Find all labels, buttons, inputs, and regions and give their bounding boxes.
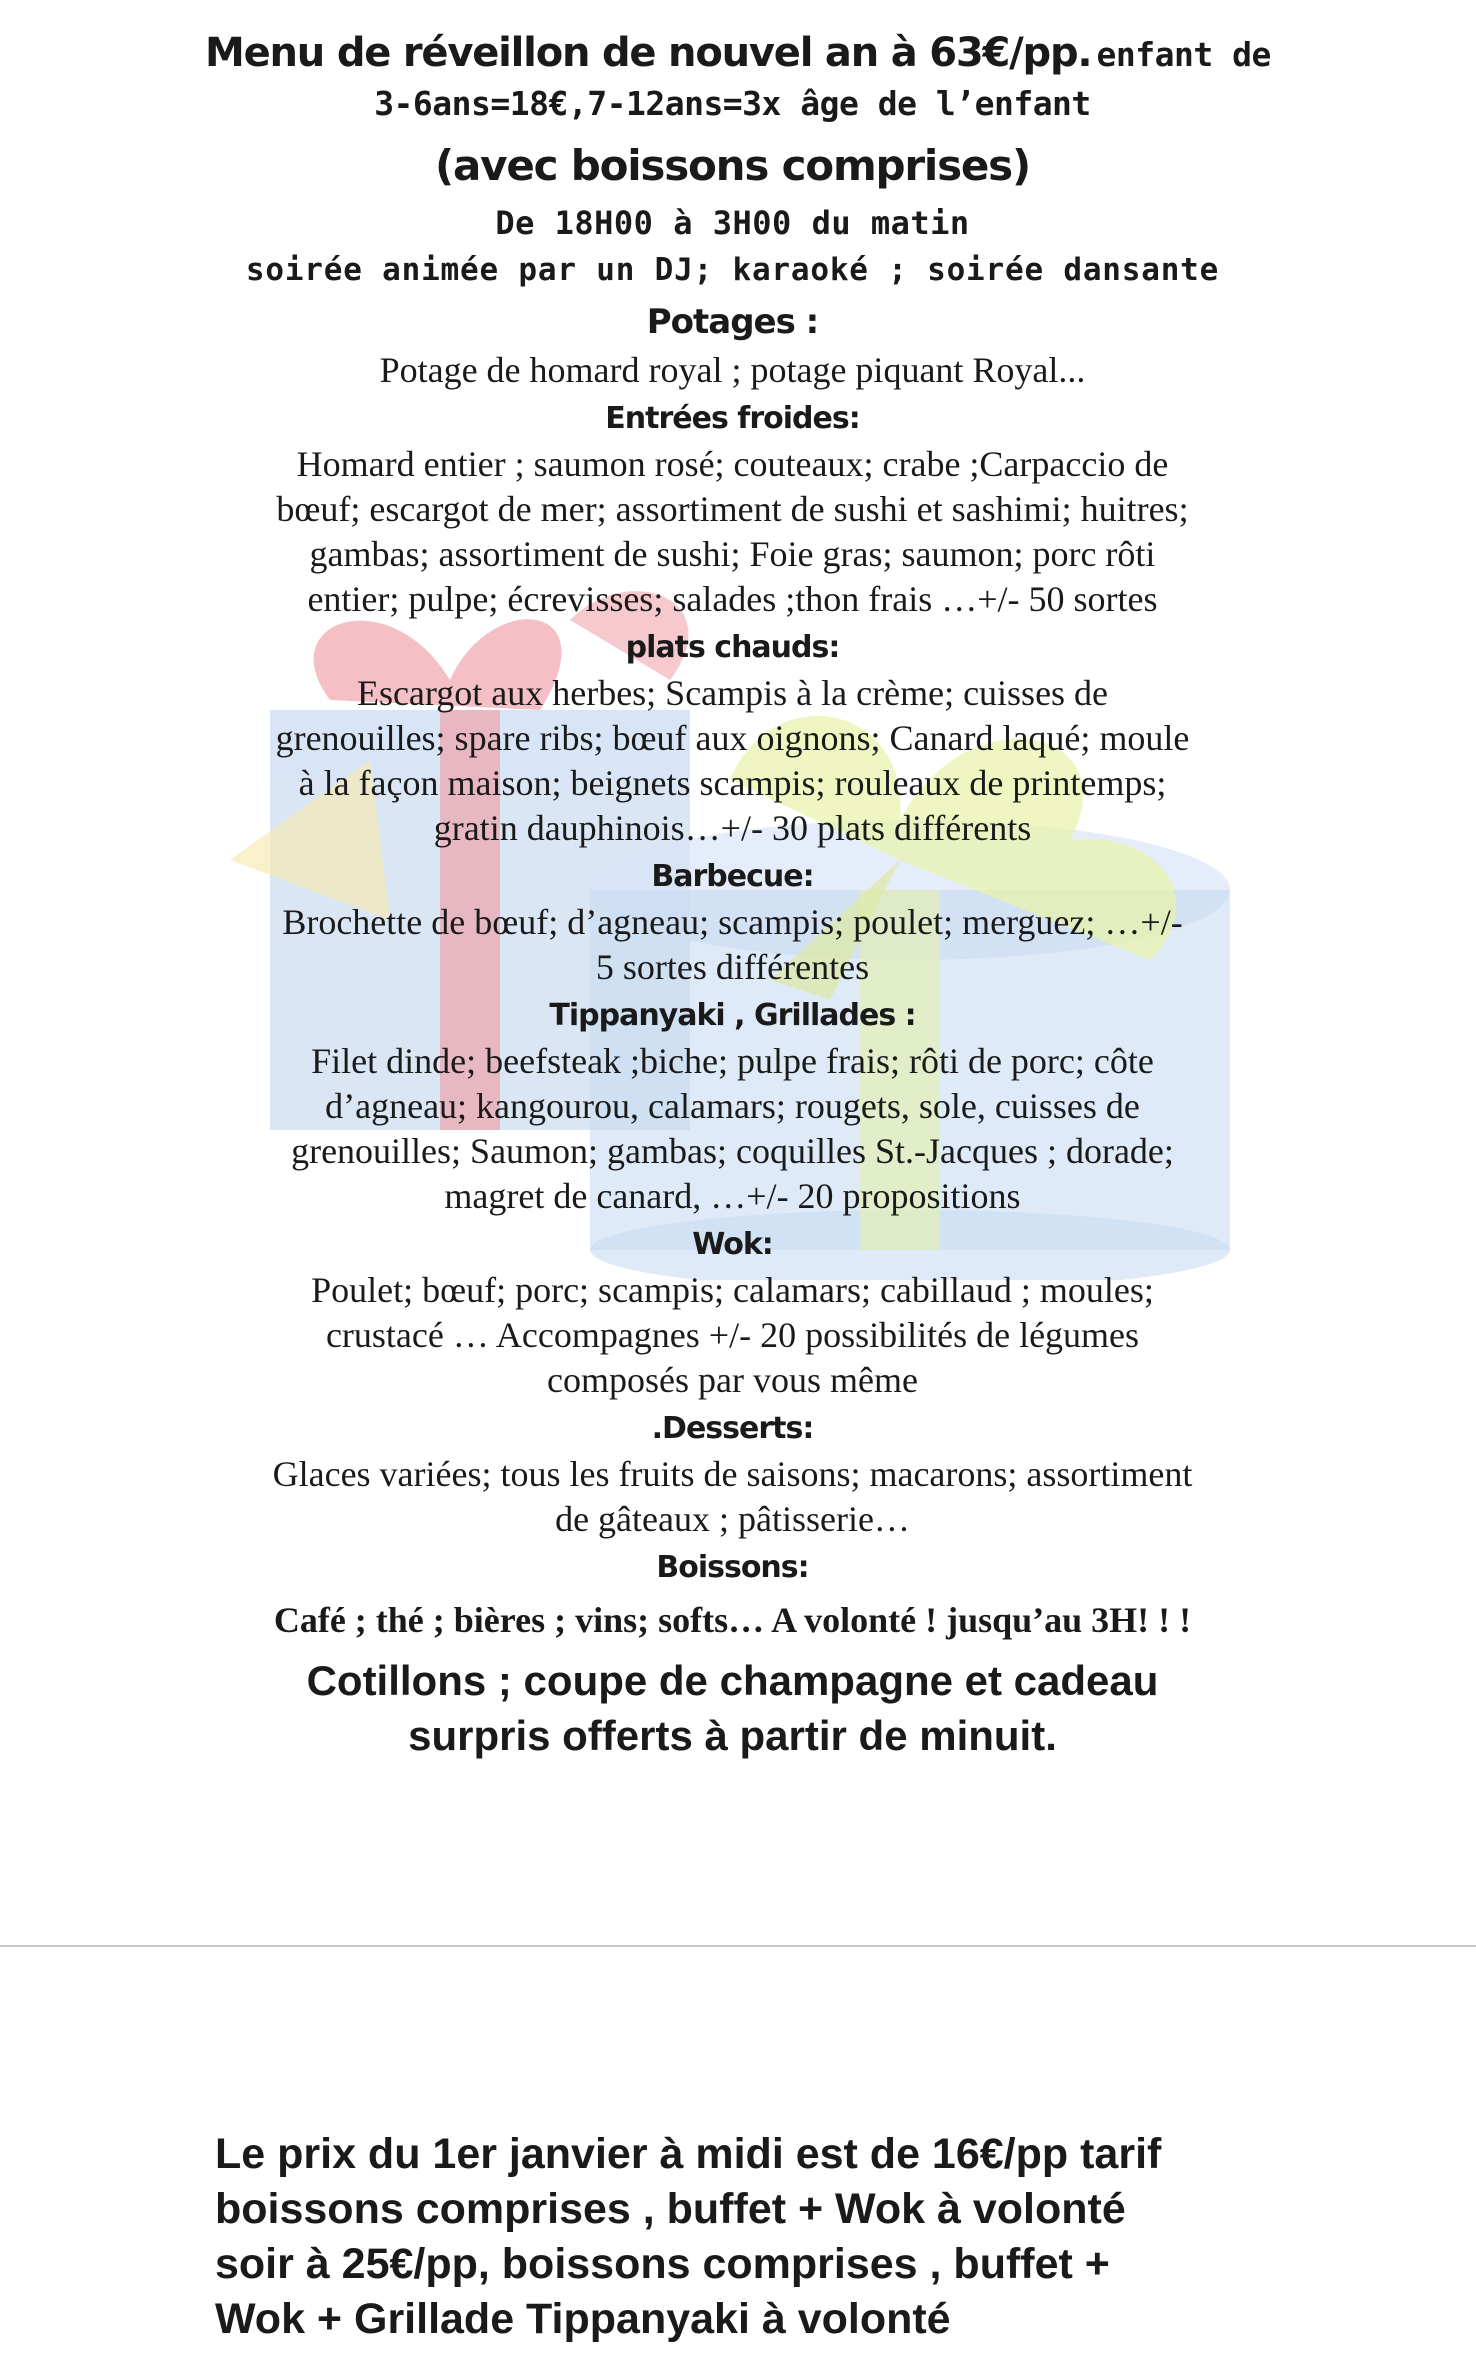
section-potages: [205, 302, 1260, 393]
section-line: gambas; assortiment de sushi; Foie gras; saumon; porc rôti: [309, 534, 1156, 574]
section-line: grenouilles; Saumon; gambas; coquilles St.-Jacques ; dorade;: [291, 1131, 1174, 1171]
closing-line: Cotillons ; coupe de champagne et cadeau: [306, 1657, 1159, 1704]
section-body: [205, 1268, 1260, 1403]
price-line: Le prix du 1er janvier à midi est de 16€/pp tarif: [215, 2130, 1162, 2178]
section-desserts: [205, 1411, 1260, 1542]
section-line: composés par vous même: [547, 1360, 918, 1400]
section-heading: .Desserts:: [651, 1411, 814, 1446]
section-line: d’agneau; kangourou, calamars; rougets, sole, cuisses de: [325, 1086, 1140, 1126]
section-line: à la façon maison; beignets scampis; rouleaux de printemps;: [298, 763, 1167, 803]
section-boissons: [205, 1550, 1260, 1641]
price-line: Wok + Grillade Tippanyaki à volonté: [215, 2295, 951, 2343]
section-body: [205, 671, 1260, 851]
menu-title: Menu de réveillon de nouvel an à 63€/pp.: [205, 30, 1092, 76]
entertainment-note: soirée animée par un DJ; karaoké ; soirée dansante: [245, 252, 1220, 288]
section-heading: Tippanyaki , Grillades :: [549, 998, 916, 1033]
section-heading: Barbecue:: [651, 859, 814, 894]
section-line: magret de canard, …+/- 20 propositions: [444, 1176, 1021, 1216]
page-2: [0, 1947, 1476, 2378]
section-heading: Entrées froides:: [605, 401, 860, 436]
menu-title-line-1: [205, 30, 1271, 76]
section-line: Homard entier ; saumon rosé; couteaux; crabe ;Carpaccio de: [296, 444, 1169, 484]
section-line: Poulet; bœuf; porc; scampis; calamars; cabillaud ; moules;: [311, 1270, 1154, 1310]
drinks-line: Café ; thé ; bières ; vins; softs… A volonté ! jusqu’au 3H! ! !: [273, 1600, 1192, 1640]
section-line: Potage de homard royal ; potage piquant Royal...: [379, 350, 1086, 390]
section-heading: Boissons:: [656, 1550, 809, 1585]
section-line: de gâteaux ; pâtisserie…: [555, 1499, 910, 1539]
section-entrees-froides: [205, 401, 1260, 622]
section-line: Glaces variées; tous les fruits de saisons; macarons; assortiment: [272, 1454, 1193, 1494]
section-wok: [205, 1227, 1260, 1403]
section-line: Filet dinde; beefsteak ;biche; pulpe frais; rôti de porc; côte: [311, 1041, 1154, 1081]
section-plats-chauds: [205, 630, 1260, 851]
section-body: [205, 1039, 1260, 1219]
section-line: 5 sortes différentes: [595, 947, 870, 987]
section-heading: plats chauds:: [625, 630, 840, 665]
section-heading: Potages :: [646, 302, 819, 342]
section-line: crustacé … Accompagnes +/- 20 possibilités de légumes: [325, 1315, 1140, 1355]
section-tippanyaki: [205, 998, 1260, 1219]
section-body: [205, 348, 1260, 393]
section-body: [205, 1452, 1260, 1542]
january-prices: [215, 2127, 1315, 2347]
section-line: Escargot aux herbes; Scampis à la crème; cuisses de: [356, 673, 1109, 713]
price-line: boissons comprises , buffet + Wok à volonté: [215, 2185, 1126, 2233]
section-barbecue: [205, 859, 1260, 990]
price-line: soir à 25€/pp, boissons comprises , buffet +: [215, 2240, 1110, 2288]
closing-line: surpris offerts à partir de minuit.: [408, 1712, 1057, 1759]
section-line: Brochette de bœuf; d’agneau; scampis; poulet; merguez; …+/-: [282, 902, 1183, 942]
section-body: [205, 900, 1260, 990]
opening-hours: De 18H00 à 3H00 du matin: [495, 204, 970, 242]
section-line: entier; pulpe; écrevisses; salades ;thon frais …+/- 50 sortes: [307, 579, 1158, 619]
section-line: grenouilles; spare ribs; bœuf aux oignons; Canard laqué; moule: [275, 718, 1190, 758]
child-price-label: enfant de: [1096, 35, 1271, 74]
menu-content: [205, 30, 1271, 1763]
section-heading: Wok:: [692, 1227, 773, 1262]
drinks-included-note: (avec boissons comprises): [435, 141, 1030, 190]
child-price-detail: 3-6ans=18€,7-12ans=3x âge de l’enfant: [374, 84, 1091, 123]
section-line: gratin dauphinois…+/- 30 plats différents: [433, 808, 1032, 848]
closing-note: [205, 1653, 1260, 1763]
section-line: bœuf; escargot de mer; assortiment de sushi et sashimi; huitres;: [276, 489, 1189, 529]
section-body: [205, 442, 1260, 622]
